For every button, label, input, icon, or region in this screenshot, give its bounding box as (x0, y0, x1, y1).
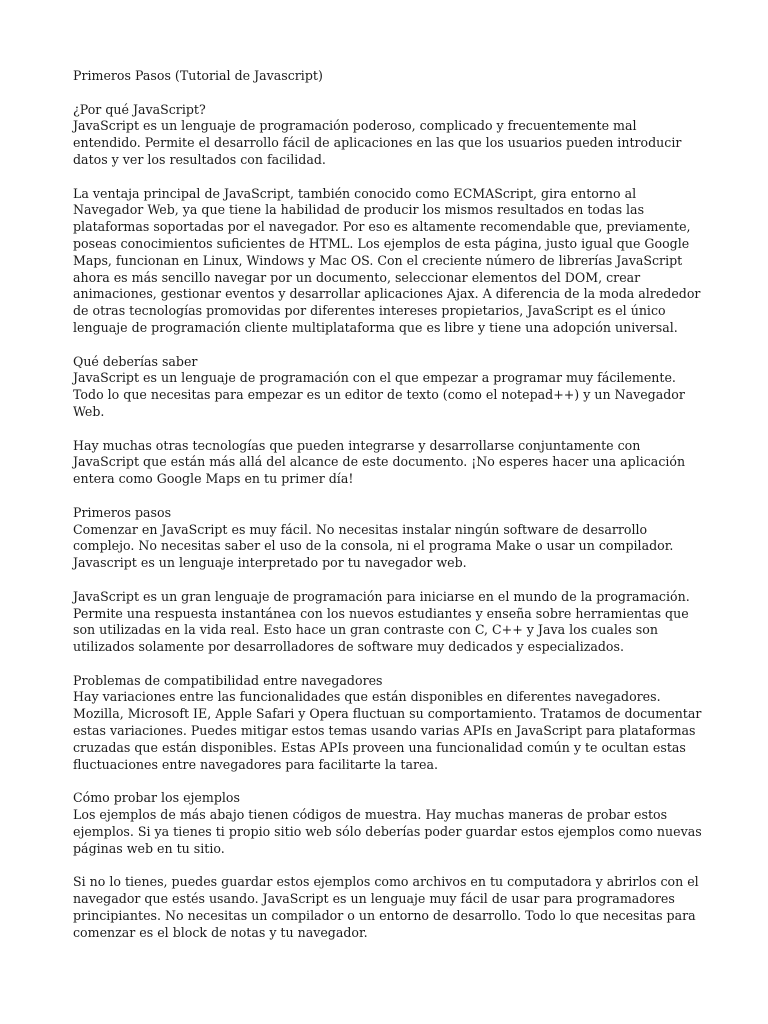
section-heading: Cómo probar los ejemplos (73, 790, 240, 806)
section-heading: Qué deberías saber (73, 353, 198, 369)
document-title: Primeros Pasos (Tutorial de Javascript) (73, 68, 323, 83)
section-por-que-javascript (73, 102, 703, 169)
paragraph: La ventaja principal de JavaScript, también conocido como ECMAScript, gira entorno al Navegador Web, ya que tiene la habilidad de producir los mismos resultados en todas las plataformas soportadas por el navegador. Por eso es altamente recomendable que, previamente, poseas conocimientos suficientes de HTML. Los ejemplos de esta página, justo igual que Google Maps, funcionan en Linux, Windows y Mac OS. Con el creciente número de librerías JavaScript ahora es más sencillo navegar por un documento, seleccionar elementos del DOM, crear animaciones, gestionar eventos y desarrollar aplicaciones Ajax. A diferencia de la moda alrededor de otras tecnologías promovidas por diferentes intereses propietarios, JavaScript es el único lenguaje de programación cliente multiplataforma que es libre y tiene una adopción universal. (73, 185, 701, 335)
section-heading: Primeros pasos (73, 504, 172, 520)
paragraph: Hay muchas otras tecnologías que pueden integrarse y desarrollarse conjuntamente con JavaScript que están más allá del alcance de este documento. ¡No esperes hacer una aplicación entera como Google Maps en tu primer día! (73, 437, 686, 487)
paragraph: Hay variaciones entre las funcionalidades que están disponibles en diferentes navegadores. Mozilla, Microsoft IE, Apple Safari y Opera fluctuan su comportamiento. Tratamos de documentar estas variaciones. Puedes mitigar estos temas usando varias APIs en JavaScript para plataformas cruzadas que están disponibles. Estas APIs proveen una funcionalidad común y te ocultan estas fluctuaciones entre navegadores para facilitarte la tarea. (73, 689, 702, 772)
section-que-deberias-saber (73, 354, 703, 421)
paragraph: JavaScript es un gran lenguaje de programación para iniciarse en el mundo de la programación. Permite una respuesta instantánea con los nuevos estudiantes y enseña sobre herramientas que son utilizadas en la vida real. Esto hace un gran contraste con C, C++ y Java los cuales son utilizados solamente por desarrolladores de software muy dedicados y especializados. (73, 588, 690, 655)
paragraph: Comenzar en JavaScript es muy fácil. No necesitas instalar ningún software de desarrollo complejo. No necesitas saber el uso de la consola, ni el programa Make o usar un compilador. Javascript es un lenguaje interpretado por tu navegador web. (73, 521, 674, 571)
paragraph: JavaScript es un lenguaje de programación poderoso, complicado y frecuentemente mal entendido. Permite el desarrollo fácil de aplicaciones en las que los usuarios pueden introducir datos y ver los resultados con facilidad. (73, 118, 682, 167)
paragraph: Si no lo tienes, puedes guardar estos ejemplos como archivos en tu computadora y abrirlos con el navegador que estés usando. JavaScript es un lenguaje muy fácil de usar para programadores principiantes. No necesitas un compilador o un entorno de desarrollo. Todo lo que necesitas para comenzar es el block de notas y tu navegador. (73, 874, 699, 940)
paragraph-block (73, 589, 703, 656)
paragraph-block (73, 438, 703, 488)
section-heading: Problemas de compatibilidad entre navegadores (73, 672, 383, 688)
document-page (73, 68, 703, 958)
section-compatibilidad-navegadores (73, 673, 703, 774)
section-primeros-pasos (73, 505, 703, 572)
paragraph: Los ejemplos de más abajo tienen códigos de muestra. Hay muchas maneras de probar estos ejemplos. Si ya tienes ti propio sitio web sólo deberías poder guardar estos ejemplos como nuevas páginas web en tu sitio. (73, 807, 702, 856)
paragraph-block (73, 186, 703, 337)
paragraph-block (73, 874, 703, 941)
paragraph: JavaScript es un lenguaje de programación con el que empezar a programar muy fácilemente. Todo lo que necesitas para empezar es un editor de texto (como el notepad++) y un Navegador Web. (73, 370, 685, 419)
section-como-probar-ejemplos (73, 790, 703, 857)
section-heading: ¿Por qué JavaScript? (73, 101, 206, 117)
